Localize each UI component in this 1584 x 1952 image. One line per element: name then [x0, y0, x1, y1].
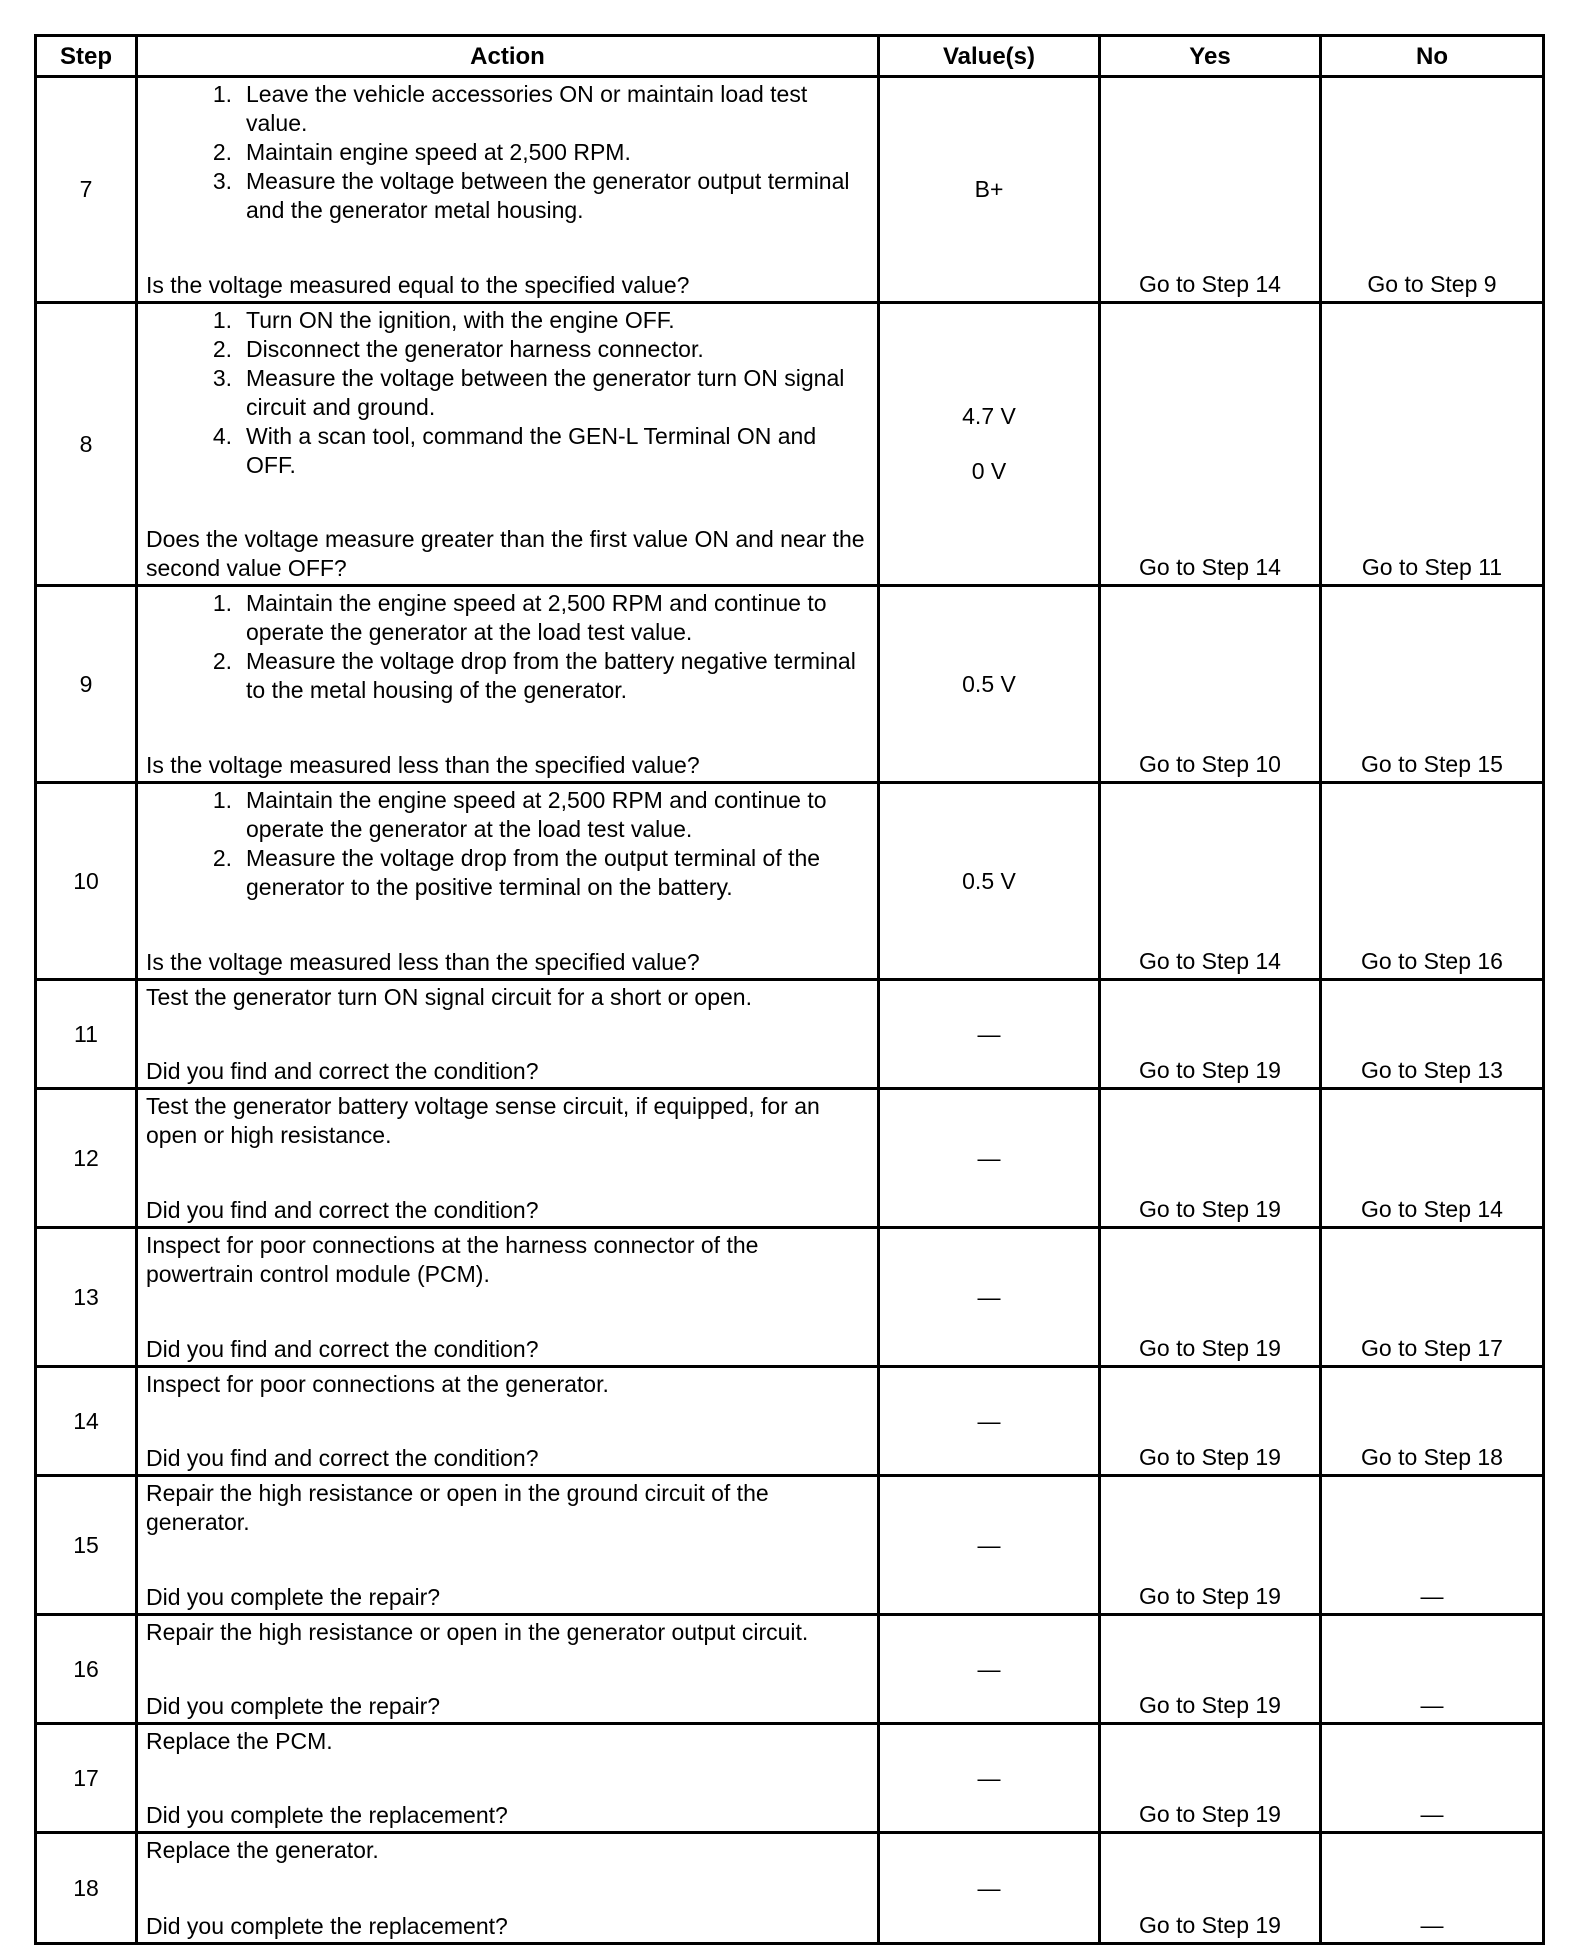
action-step-number: 1. [212, 307, 232, 333]
action-question: Did you complete the repair? [146, 1584, 441, 1610]
action-step-item [146, 647, 869, 705]
action-step-text: Maintain engine speed at 2,500 RPM. [246, 139, 631, 165]
header-yes: Yes [1100, 36, 1321, 77]
yes-outcome: Go to Step 19 [1100, 1476, 1321, 1615]
values-cell [879, 980, 1100, 1089]
specified-value: — [977, 1531, 1001, 1558]
action-step-item [146, 80, 869, 138]
yes-outcome: Go to Step 19 [1100, 1724, 1321, 1833]
header-no: No [1321, 36, 1544, 77]
specified-value: — [977, 1020, 1001, 1047]
no-outcome: Go to Step 9 [1321, 77, 1544, 303]
action-step-text: Measure the voltage drop from the output terminal of the generator to the positive terminal on the battery. [246, 845, 821, 900]
action-question: Did you complete the repair? [146, 1693, 441, 1719]
action-step-number: 2. [212, 139, 232, 165]
no-outcome: — [1321, 1724, 1544, 1833]
action-steps-list [146, 306, 869, 480]
action-step-number: 2. [212, 648, 232, 674]
action-question: Did you find and correct the condition? [146, 1445, 539, 1471]
action-step-number: 1. [212, 787, 232, 813]
action-cell [137, 1089, 879, 1228]
specified-value: — [977, 1655, 1001, 1682]
action-step-number: 4. [212, 423, 232, 449]
no-outcome: Go to Step 16 [1321, 783, 1544, 980]
step-number: 11 [36, 980, 137, 1089]
action-step-item [146, 786, 869, 844]
action-question: Did you complete the replacement? [146, 1802, 508, 1828]
header-action: Action [137, 36, 879, 77]
values-cell [879, 783, 1100, 980]
action-step-item [146, 844, 869, 902]
yes-outcome: Go to Step 19 [1100, 980, 1321, 1089]
yes-outcome: Go to Step 10 [1100, 586, 1321, 783]
action-cell [137, 1724, 879, 1833]
table-row [36, 783, 1544, 980]
action-step-item [146, 167, 869, 225]
action-step-text: With a scan tool, command the GEN-L Terminal ON and OFF. [246, 423, 817, 478]
action-step-number: 3. [212, 168, 232, 194]
action-steps-list [146, 786, 869, 902]
table-row [36, 1476, 1544, 1615]
no-outcome: Go to Step 17 [1321, 1228, 1544, 1367]
specified-value: — [977, 1874, 1001, 1901]
yes-outcome: Go to Step 19 [1100, 1367, 1321, 1476]
action-step-text: Measure the voltage between the generator turn ON signal circuit and ground. [246, 365, 845, 420]
yes-outcome: Go to Step 19 [1100, 1228, 1321, 1367]
action-text: Inspect for poor connections at the harness connector of the powertrain control module (PCM). [146, 1232, 759, 1287]
action-question: Did you find and correct the condition? [146, 1197, 539, 1223]
action-cell [137, 77, 879, 303]
action-step-text: Measure the voltage drop from the battery negative terminal to the metal housing of the generator. [246, 648, 856, 703]
action-step-item [146, 306, 869, 335]
step-number: 8 [36, 303, 137, 586]
action-cell [137, 980, 879, 1089]
no-outcome: Go to Step 15 [1321, 586, 1544, 783]
step-number: 9 [36, 586, 137, 783]
action-step-item [146, 138, 869, 167]
yes-outcome: Go to Step 19 [1100, 1833, 1321, 1944]
action-step-number: 1. [212, 81, 232, 107]
action-step-text: Measure the voltage between the generator output terminal and the generator metal housing. [246, 168, 850, 223]
action-step-text: Leave the vehicle accessories ON or maintain load test value. [246, 81, 808, 136]
action-step-text: Maintain the engine speed at 2,500 RPM and continue to operate the generator at the load test value. [246, 590, 827, 645]
table-row [36, 980, 1544, 1089]
header-values: Value(s) [879, 36, 1100, 77]
specified-value: 0 V [971, 458, 1007, 484]
action-text: Repair the high resistance or open in the generator output circuit. [146, 1619, 809, 1645]
action-step-number: 2. [212, 845, 232, 871]
specified-value: 0.5 V [962, 867, 1016, 894]
table-row [36, 1089, 1544, 1228]
values-cell [879, 1615, 1100, 1724]
table-row [36, 1367, 1544, 1476]
action-step-text: Disconnect the generator harness connector. [246, 336, 704, 362]
action-cell [137, 586, 879, 783]
header-row [36, 36, 1544, 77]
specified-value: 4.7 V [962, 403, 1016, 429]
action-step-text: Turn ON the ignition, with the engine OFF. [246, 307, 675, 333]
action-text: Replace the PCM. [146, 1728, 333, 1754]
values-cell [879, 1476, 1100, 1615]
yes-outcome: Go to Step 14 [1100, 77, 1321, 303]
no-outcome: Go to Step 11 [1321, 303, 1544, 586]
action-cell [137, 1228, 879, 1367]
values-cell [879, 1833, 1100, 1944]
diagnostic-table [34, 34, 1545, 1945]
action-question: Does the voltage measure greater than the first value ON and near the second value OFF? [146, 526, 865, 581]
values-cell [879, 1724, 1100, 1833]
action-text: Inspect for poor connections at the generator. [146, 1371, 609, 1397]
action-step-item [146, 364, 869, 422]
action-step-number: 2. [212, 336, 232, 362]
values-cell [879, 1089, 1100, 1228]
action-steps-list [146, 80, 869, 225]
values-cell [879, 586, 1100, 783]
action-step-number: 3. [212, 365, 232, 391]
action-text: Replace the generator. [146, 1837, 379, 1863]
action-step-number: 1. [212, 590, 232, 616]
step-number: 7 [36, 77, 137, 303]
action-cell [137, 303, 879, 586]
table-row [36, 1228, 1544, 1367]
table-row [36, 303, 1544, 586]
values-cell [879, 303, 1100, 586]
action-text: Repair the high resistance or open in the ground circuit of the generator. [146, 1480, 769, 1535]
action-question: Is the voltage measured less than the specified value? [146, 949, 700, 975]
action-question: Did you complete the replacement? [146, 1913, 508, 1939]
specified-value: — [977, 1407, 1001, 1434]
action-step-item [146, 335, 869, 364]
yes-outcome: Go to Step 19 [1100, 1089, 1321, 1228]
action-question: Is the voltage measured equal to the specified value? [146, 272, 690, 298]
no-outcome: Go to Step 13 [1321, 980, 1544, 1089]
step-number: 17 [36, 1724, 137, 1833]
action-cell [137, 1367, 879, 1476]
step-number: 15 [36, 1476, 137, 1615]
step-number: 18 [36, 1833, 137, 1944]
step-number: 10 [36, 783, 137, 980]
no-outcome: Go to Step 14 [1321, 1089, 1544, 1228]
specified-value: 0.5 V [962, 670, 1016, 697]
no-outcome: — [1321, 1615, 1544, 1724]
no-outcome: — [1321, 1833, 1544, 1944]
specified-value: — [977, 1283, 1001, 1310]
specified-value: — [977, 1764, 1001, 1791]
yes-outcome: Go to Step 14 [1100, 303, 1321, 586]
action-question: Did you find and correct the condition? [146, 1058, 539, 1084]
specified-value: — [977, 1144, 1001, 1171]
table-body [36, 77, 1544, 1944]
step-number: 16 [36, 1615, 137, 1724]
action-cell [137, 1833, 879, 1944]
action-text: Test the generator battery voltage sense circuit, if equipped, for an open or high resistance. [146, 1093, 820, 1148]
step-number: 12 [36, 1089, 137, 1228]
values-cell [879, 1228, 1100, 1367]
action-steps-list [146, 589, 869, 705]
action-step-item [146, 422, 869, 480]
table-row [36, 77, 1544, 303]
action-cell [137, 1476, 879, 1615]
table-row [36, 586, 1544, 783]
table-row [36, 1833, 1544, 1944]
action-question: Did you find and correct the condition? [146, 1336, 539, 1362]
step-number: 14 [36, 1367, 137, 1476]
no-outcome: Go to Step 18 [1321, 1367, 1544, 1476]
action-text: Test the generator turn ON signal circuit for a short or open. [146, 984, 752, 1010]
header-step: Step [36, 36, 137, 77]
action-step-text: Maintain the engine speed at 2,500 RPM and continue to operate the generator at the load test value. [246, 787, 827, 842]
table-row [36, 1615, 1544, 1724]
action-cell [137, 1615, 879, 1724]
no-outcome: — [1321, 1476, 1544, 1615]
step-number: 13 [36, 1228, 137, 1367]
specified-value: B+ [974, 176, 1004, 202]
values-cell [879, 77, 1100, 303]
action-cell [137, 783, 879, 980]
action-question: Is the voltage measured less than the specified value? [146, 752, 700, 778]
values-cell [879, 1367, 1100, 1476]
action-step-item [146, 589, 869, 647]
table-row [36, 1724, 1544, 1833]
yes-outcome: Go to Step 19 [1100, 1615, 1321, 1724]
yes-outcome: Go to Step 14 [1100, 783, 1321, 980]
